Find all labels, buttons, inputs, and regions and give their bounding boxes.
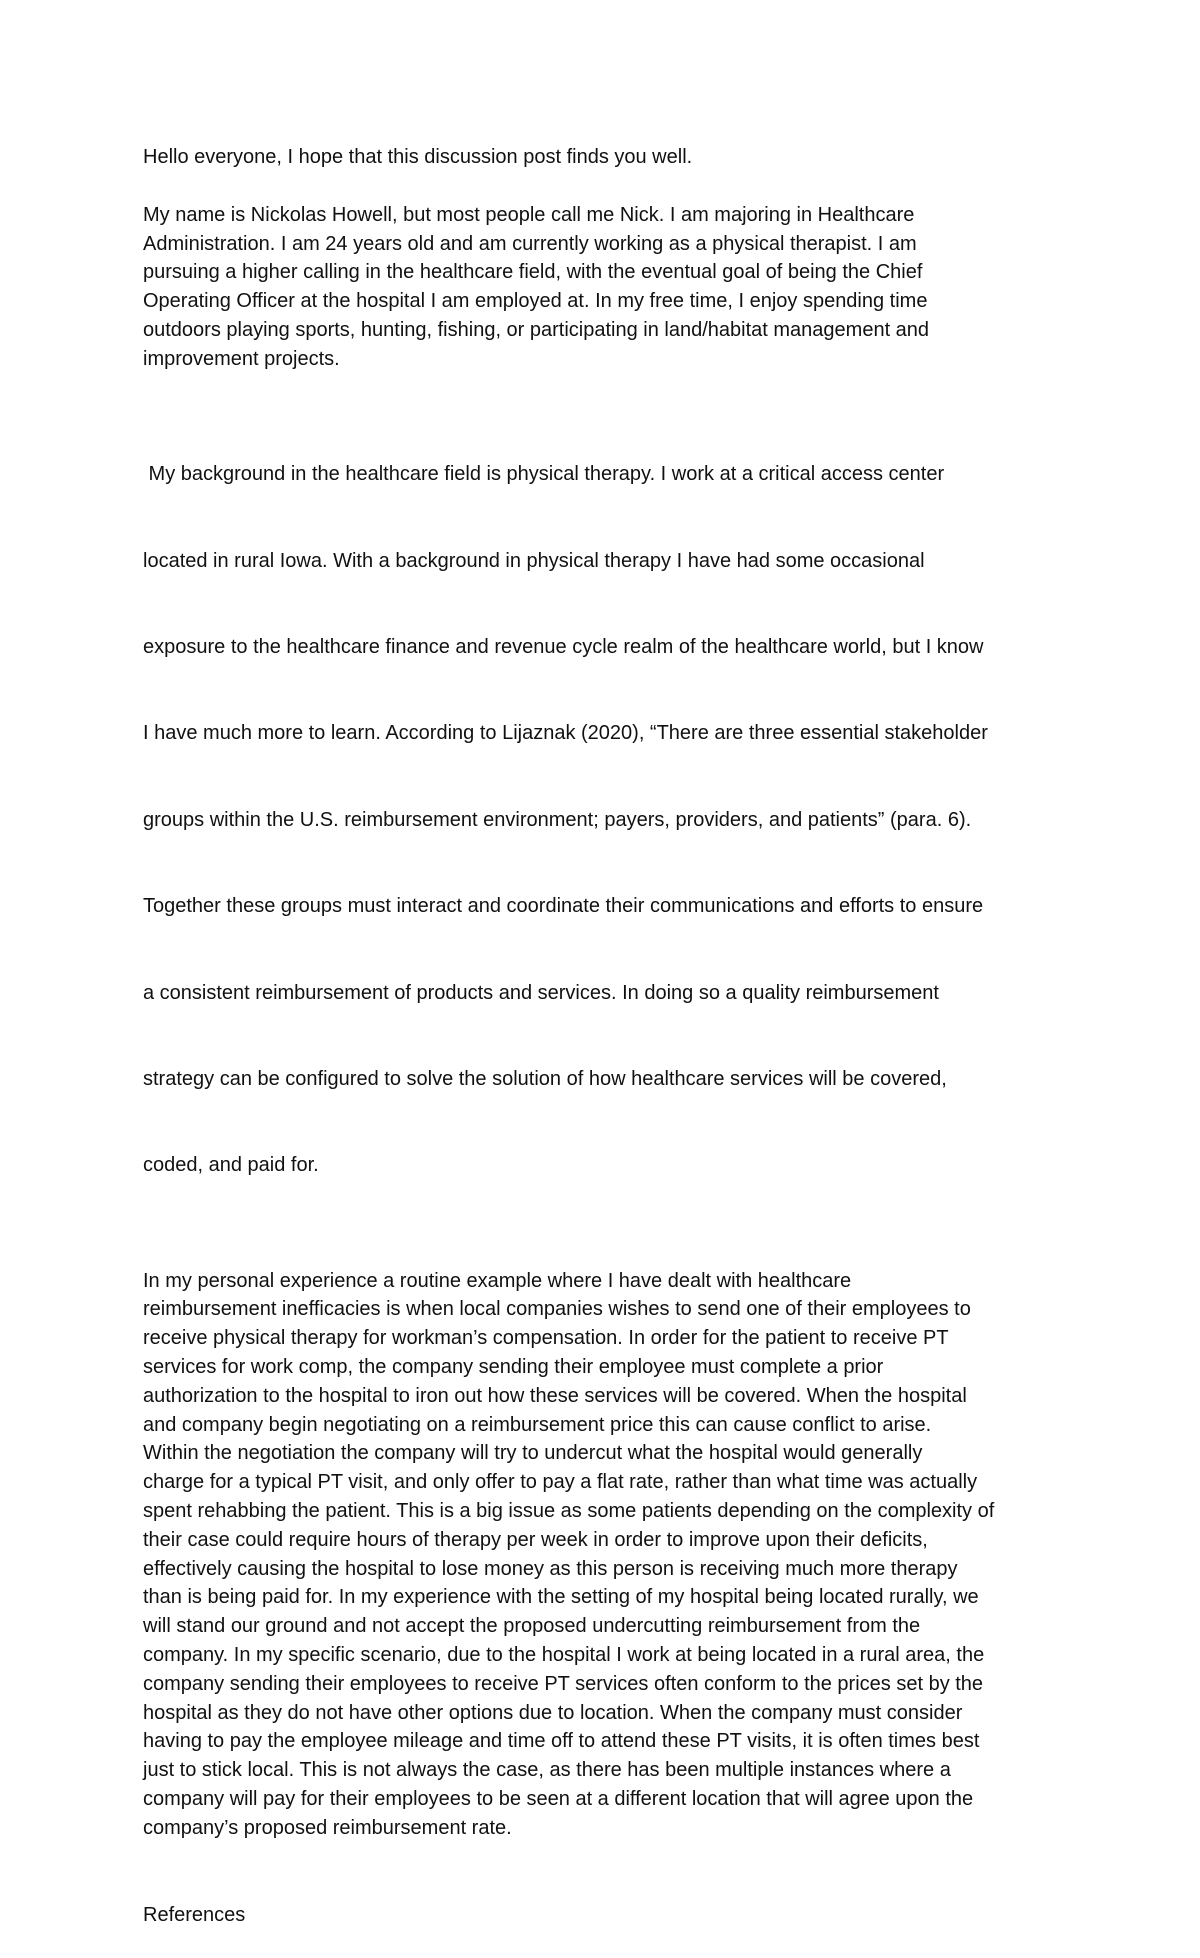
background-line: a consistent reimbursement of products and services. In doing so a quality reimbursement: [143, 981, 939, 1004]
experience-line: company’s proposed reimbursement rate.: [143, 1816, 512, 1839]
intro-line: improvement projects.: [143, 347, 340, 370]
experience-paragraph: [143, 1267, 1063, 1843]
intro-paragraph: [143, 201, 1063, 374]
intro-line: outdoors playing sports, hunting, fishing, or participating in land/habitat management and: [143, 318, 930, 341]
experience-line: will stand our ground and not accept the proposed undercutting reimbursement from the: [143, 1615, 921, 1638]
intro-line: Administration. I am 24 years old and am currently working as a physical therapist. I am: [143, 232, 917, 255]
document-body: [143, 143, 1063, 1958]
experience-line: receive physical therapy for workman’s compensation. In order for the patient to receive PT: [143, 1327, 949, 1350]
experience-line: hospital as they do not have other options due to location. When the company must consider: [143, 1701, 963, 1724]
experience-line: than is being paid for. In my experience with the setting of my hospital being located rurally, we: [143, 1586, 979, 1609]
background-line: located in rural Iowa. With a background in physical therapy I have had some occasional: [143, 549, 925, 572]
background-line: groups within the U.S. reimbursement environment; payers, providers, and patients” (para. 6).: [143, 808, 972, 831]
experience-line: charge for a typical PT visit, and only offer to pay a flat rate, rather than what time was actually: [143, 1471, 978, 1494]
background-line: My background in the healthcare field is physical therapy. I work at a critical access center: [143, 463, 945, 486]
experience-line: reimbursement inefficacies is when local companies wishes to send one of their employees to: [143, 1298, 971, 1321]
background-line: strategy can be configured to solve the solution of how healthcare services will be covered,: [143, 1067, 947, 1090]
background-line: exposure to the healthcare finance and revenue cycle realm of the healthcare world, but I know: [143, 635, 984, 658]
experience-line: effectively causing the hospital to lose money as this person is receiving much more therapy: [143, 1557, 958, 1580]
references-heading: References: [143, 1903, 246, 1926]
experience-line: company. In my specific scenario, due to the hospital I work at being located in a rural area, the: [143, 1644, 985, 1667]
experience-line: and company begin negotiating on a reimbursement price this can cause conflict to arise.: [143, 1413, 932, 1436]
experience-line: In my personal experience a routine example where I have dealt with healthcare: [143, 1269, 852, 1292]
experience-line: having to pay the employee mileage and time off to attend these PT visits, it is often times best: [143, 1730, 980, 1753]
background-line: coded, and paid for.: [143, 1154, 319, 1177]
intro-line: pursuing a higher calling in the healthcare field, with the eventual goal of being the Chief: [143, 261, 923, 284]
intro-line: Operating Officer at the hospital I am employed at. In my free time, I enjoy spending time: [143, 290, 928, 313]
experience-line: just to stick local. This is not always the case, as there has been multiple instances where a: [143, 1759, 951, 1782]
experience-line: their case could require hours of therapy per week in order to improve upon their deficits,: [143, 1528, 928, 1551]
background-line: I have much more to learn. According to Lijaznak (2020), “There are three essential stakeholder: [143, 722, 988, 745]
experience-line: company will pay for their employees to be seen at a different location that will agree upon the: [143, 1788, 974, 1811]
greeting-paragraph: [143, 143, 1063, 172]
intro-line: My name is Nickolas Howell, but most people call me Nick. I am majoring in Healthcare: [143, 203, 915, 226]
experience-line: services for work comp, the company sending their employee must complete a prior: [143, 1356, 884, 1379]
experience-line: authorization to the hospital to iron out how these services will be covered. When the hospital: [143, 1384, 967, 1407]
experience-line: company sending their employees to receive PT services often conform to the prices set by the: [143, 1672, 984, 1695]
background-paragraph: [143, 403, 1063, 1238]
background-line: Together these groups must interact and coordinate their communications and efforts to ensure: [143, 895, 984, 918]
experience-line: Within the negotiation the company will try to undercut what the hospital would generally: [143, 1442, 923, 1465]
greeting-line: Hello everyone, I hope that this discussion post finds you well.: [143, 146, 693, 168]
experience-line: spent rehabbing the patient. This is a big issue as some patients depending on the complexity of: [143, 1500, 995, 1523]
